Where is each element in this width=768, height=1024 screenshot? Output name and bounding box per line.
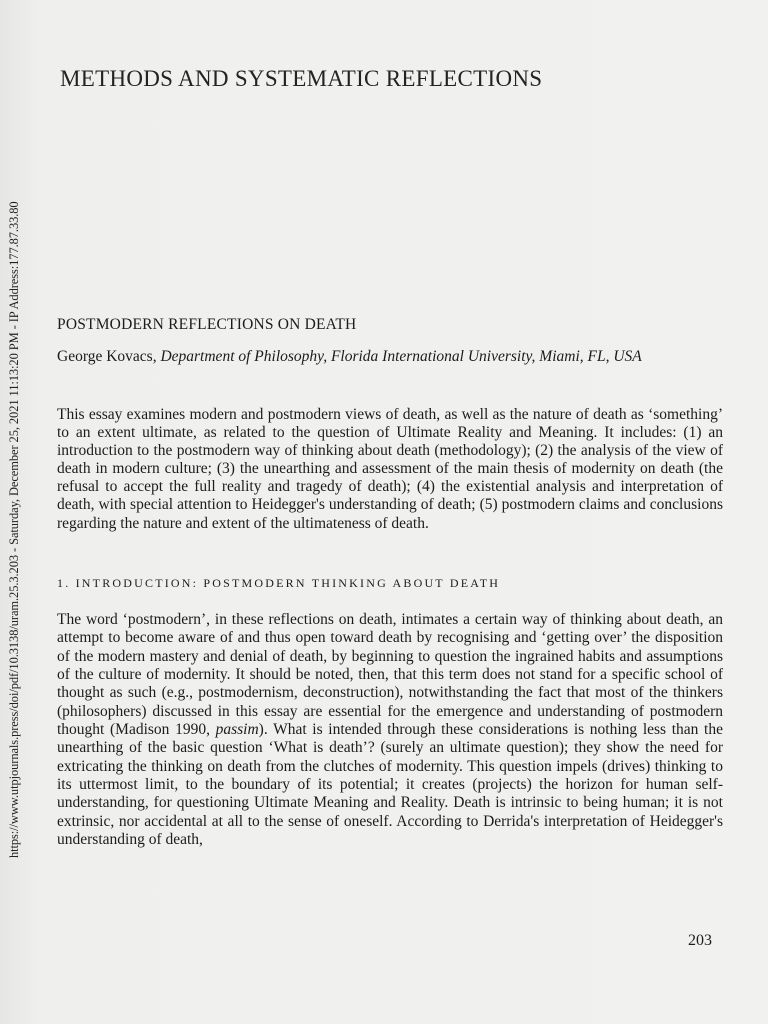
body-text-part2: ). What is intended through these considerations is nothing less than the unearthing of the basic question ‘What is death’? (surely an ultimate question); they show the need for extricating the thinking on death from the clutches of modernity. This question impels (drives) thinking to its uttermost limit, to the boundary of its potential; it creates (projects) the horizon for human self-understanding, for questioning Ultimate Meaning and Reality. Death is intrinsic to being human; it is not extrinsic, nor accidental at all to the sense of oneself. According to Derrida's interpretation of Heidegger's understanding of death, — [57, 721, 723, 849]
body-paragraph — [57, 611, 723, 849]
page-number: 203 — [688, 932, 712, 949]
side-download-notice — [7, 0, 27, 860]
author-affiliation: Department of Philosophy, Florida International University, Miami, FL, USA — [160, 348, 642, 365]
author-line — [57, 348, 722, 366]
section-heading: 1. INTRODUCTION: POSTMODERN THINKING ABOUT DEATH — [57, 576, 501, 590]
author-name: George Kovacs, — [57, 348, 161, 365]
running-head: METHODS AND SYSTEMATIC REFLECTIONS — [60, 66, 543, 91]
body-text-italic: passim — [215, 721, 259, 739]
article-title: POSTMODERN REFLECTIONS ON DEATH — [57, 316, 357, 333]
body-text-part1: The word ‘postmodern’, in these reflections on death, intimates a certain way of thinking about death, an attempt to become aware of and thus open toward death by recognising and ‘getting over’ the disposition of the modern mastery and denial of death, by beginning to question the ingrained habits and assumptions of the culture of modernity. It should be noted, then, that this term does not stand for a specific school of thought as such (e.g., postmodernism, deconstruction), notwithstanding the fact that most of the thinkers (philosophers) discussed in this essay are essential for the emergence and understanding of postmodern thought (Madison 1990, — [57, 611, 723, 739]
abstract-paragraph: This essay examines modern and postmodern views of death, as well as the nature of death as ‘something’ to an extent ultimate, as related to the question of Ultimate Reality and Meaning. It includes: (1) an introduction to the postmodern way of thinking about death (methodology); (2) the analysis of the view of death in modern culture; (3) the unearthing and assessment of the main thesis of modernity on death (the refusal to accept the full reality and tragedy of death); (4) the existential analysis and interpretation of death, with special attention to Heidegger's understanding of death; (5) postmodern claims and conclusions regarding the nature and extent of the ultimateness of death. — [57, 406, 723, 532]
side-download-notice-text: https://www.utpjournals.press/doi/pdf/10.3138/uram.25.3.203 - Saturday, December 25, 2021 11:13:20 PM - IP Address:177.87.33.80 — [7, 201, 21, 858]
